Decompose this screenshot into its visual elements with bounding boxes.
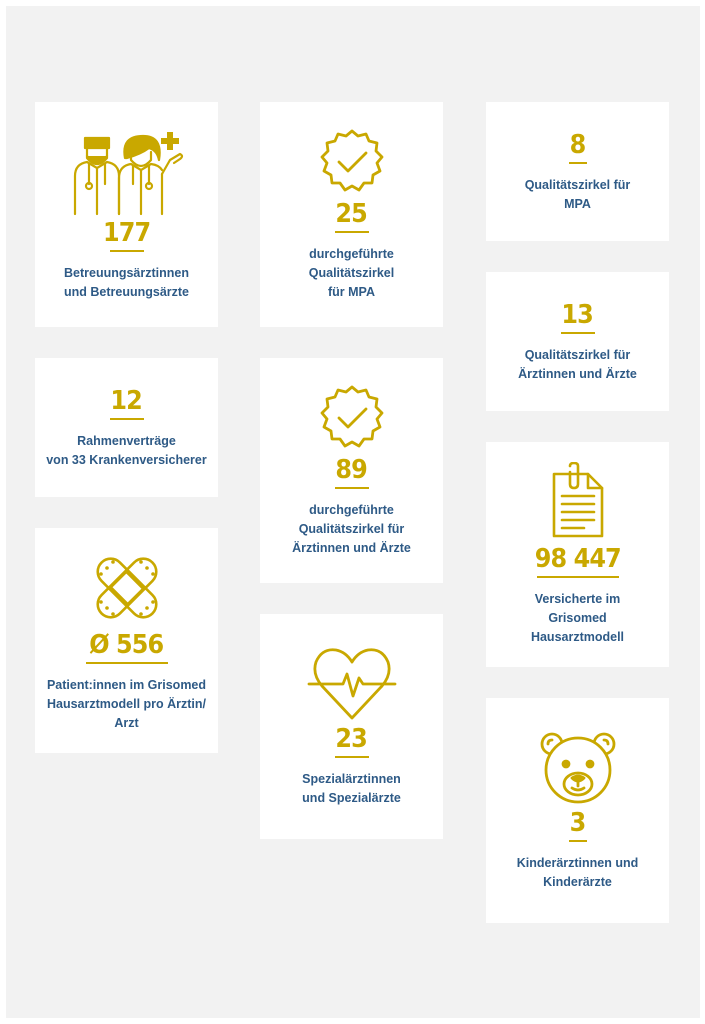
number-underline [335,487,369,489]
stat-card-care-doctors [35,102,218,327]
doctors-icon [67,128,187,216]
stat-number: 98 447 [534,544,621,574]
number-underline [110,250,144,252]
stat-number: 89 [335,455,368,485]
stat-label: durchgeführte Qualitätszirkel für MPA [308,247,395,299]
stat-label: Betreuungsärztinnen und Betreuungsärzte [63,265,189,299]
check-badge-icon [317,383,387,453]
heart-pulse-icon [307,646,397,722]
number-underline [110,418,144,420]
number-underline [561,332,595,334]
stat-card-specialists [260,614,443,839]
stat-label: Rahmenverträge von 33 Krankenversicherer [46,433,207,467]
number-underline [569,840,587,842]
stat-card-insured [486,442,669,667]
stat-card-framework-contracts [35,358,218,497]
stat-number: 23 [335,723,368,754]
number-underline [335,231,369,233]
stat-number: 3 [569,807,586,838]
stat-number: 8 [569,129,586,160]
number-underline [335,756,369,758]
stat-number: 177 [102,217,151,248]
clipboard-document-icon [548,462,608,542]
stat-label: Qualitätszirkel für MPA [524,177,631,211]
number-underline [537,576,619,578]
stat-label: durchgeführte Qualitätszirkel für Ärztinnen und Ärzte [292,503,411,555]
check-badge-icon [317,127,387,197]
bandage-icon [87,548,167,628]
teddy-bear-icon [538,730,618,806]
stat-number: 12 [110,385,143,416]
stat-number: 25 [335,199,368,229]
number-underline [569,162,587,164]
stat-card-patients-per-doctor [35,528,218,753]
stat-label: Spezialärztinnen und Spezialärzte [302,771,401,805]
stat-card-qc-doctors [486,272,669,411]
stat-card-qc-mpa [486,102,669,241]
stat-label: Kinderärztinnen und Kinderärzte [516,855,639,889]
stat-number: 13 [561,299,594,330]
stat-label: Qualitätszirkel für Ärztinnen und Ärzte [518,347,637,381]
stat-number: Ø 556 [89,630,164,660]
stat-label: Versicherte im Grisomed Hausarztmodell [530,592,625,644]
number-underline [86,662,168,664]
stat-card-qc-doctors-held [260,358,443,583]
stat-card-qc-mpa-held [260,102,443,327]
stat-label: Patient:innen im Grisomed Hausarztmodell pro Ärztin/ Arzt [46,678,207,730]
stat-card-pediatricians [486,698,669,923]
